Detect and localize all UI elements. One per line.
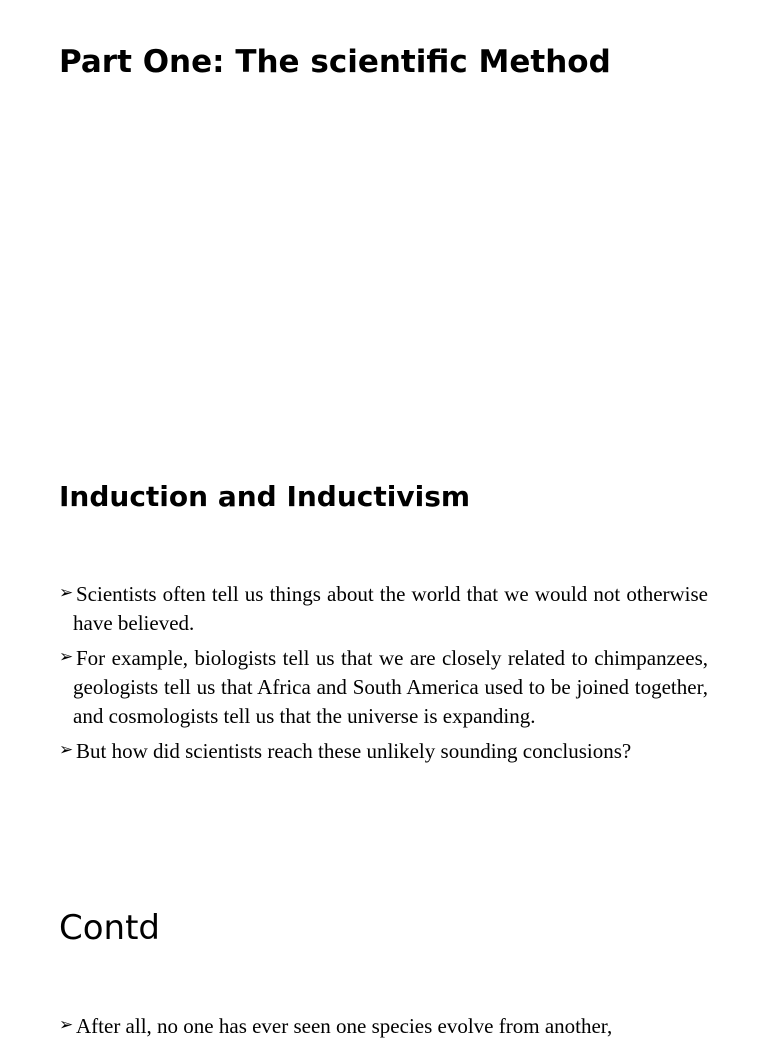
bullet-text: After all, no one has ever seen one species evolve from another, (76, 1014, 613, 1038)
bullet-list-contd (59, 1012, 708, 1047)
bullet-item (59, 580, 708, 638)
arrowhead-bullet-icon: ➢ (59, 740, 74, 760)
section-title-part-one: Part One: The scientific Method (59, 44, 611, 80)
section-title-induction: Induction and Inductivism (59, 480, 471, 513)
section-title-contd: Contd (59, 908, 161, 948)
arrowhead-bullet-icon: ➢ (59, 583, 74, 603)
bullet-item (59, 644, 708, 731)
arrowhead-bullet-icon: ➢ (59, 1015, 74, 1035)
bullet-text: For example, biologists tell us that we are closely related to chimpanzees, geologists tell us that Africa and South America used to be joined together, and cosmologists tell us that the universe is expanding. (73, 646, 708, 728)
bullet-text: But how did scientists reach these unlikely sounding conclusions? (76, 739, 632, 763)
bullet-item (59, 1012, 708, 1041)
bullet-list-induction (59, 580, 708, 772)
bullet-item (59, 737, 708, 766)
bullet-text: Scientists often tell us things about the world that we would not otherwise have believed. (73, 582, 708, 635)
arrowhead-bullet-icon: ➢ (59, 647, 74, 667)
